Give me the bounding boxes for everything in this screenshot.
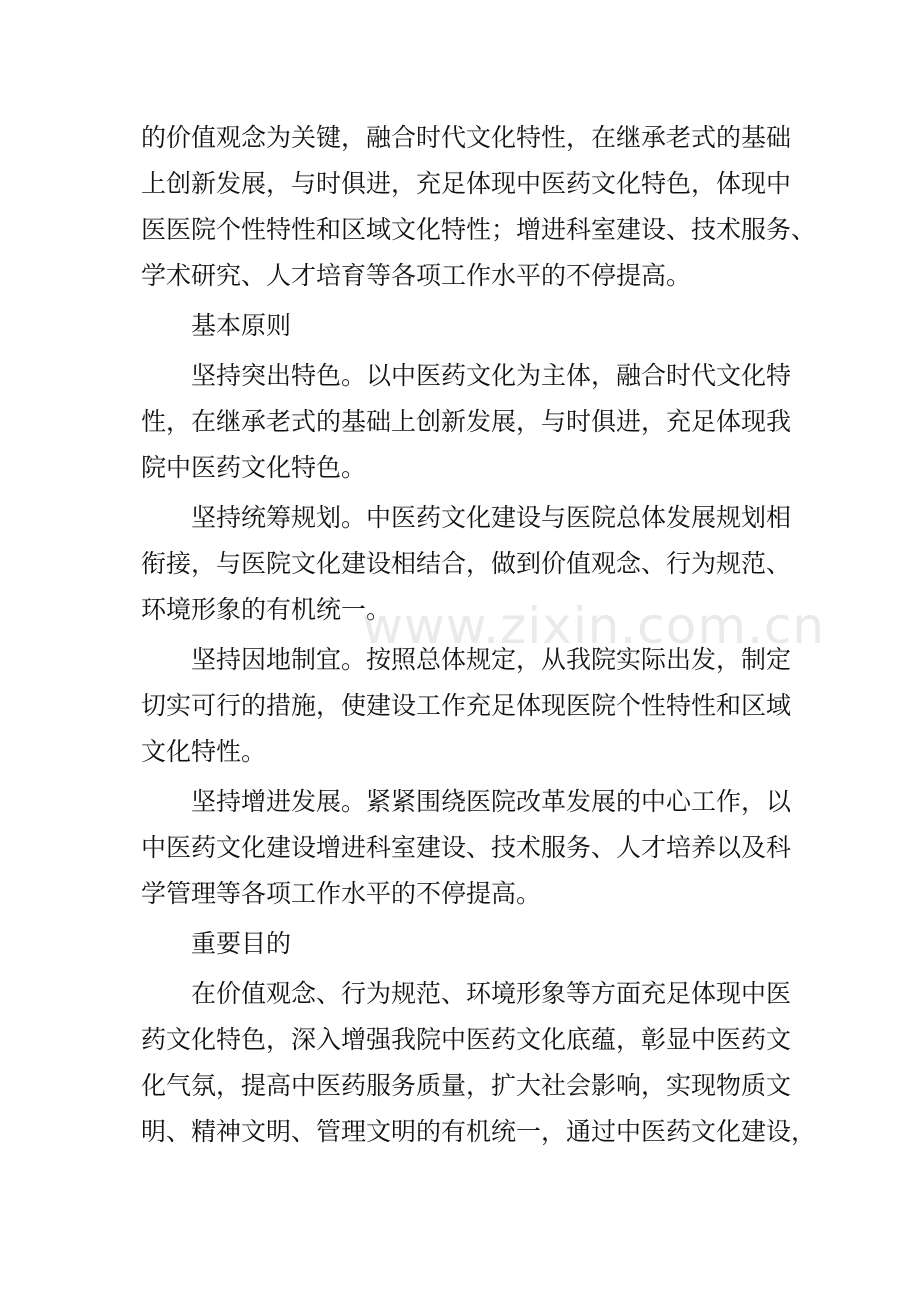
text-line: 坚持因地制宜。按照总体规定，从我院实际出发，制定 — [191, 645, 792, 674]
section-heading: 基本原则 — [191, 311, 292, 340]
text-line: 坚持增进发展。紧紧围绕医院改革发展的中心工作，以 — [191, 787, 792, 816]
text-line: 医医院个性特性和区域文化特性；增进科室建设、技术服务、 — [141, 215, 817, 244]
text-line: 院中医药文化特色。 — [141, 453, 367, 482]
watermark: www.zixin.com.cn — [362, 597, 826, 655]
text-line: 药文化特色，深入增强我院中医药文化底蕴，彰显中医药文 — [141, 1025, 792, 1054]
text-line: 明、精神文明、管理文明的有机统一，通过中医药文化建设， — [141, 1117, 817, 1146]
text-line: 中医药文化建设增进科室建设、技术服务、人才培养以及科 — [141, 833, 792, 862]
text-line: 坚持统筹规划。中医药文化建设与医院总体发展规划相 — [191, 503, 792, 532]
section-heading: 重要目的 — [191, 929, 292, 958]
text-line: 切实可行的措施，使建设工作充足体现医院个性特性和区域 — [141, 691, 792, 720]
text-line: 学管理等各项工作水平的不停提高。 — [141, 879, 542, 908]
text-line: 化气氛，提高中医药服务质量，扩大社会影响，实现物质文 — [141, 1071, 792, 1100]
text-line: 上创新发展，与时俱进，充足体现中医药文化特色，体现中 — [141, 169, 792, 198]
text-line: 文化特性。 — [141, 737, 267, 766]
text-line: 衔接，与医院文化建设相结合，做到价值观念、行为规范、 — [141, 549, 792, 578]
text-line: 的价值观念为关键，融合时代文化特性，在继承老式的基础 — [141, 123, 792, 152]
text-line: 学术研究、人才培育等各项工作水平的不停提高。 — [141, 261, 692, 290]
text-line: 环境形象的有机统一。 — [141, 595, 392, 624]
text-line: 在价值观念、行为规范、环境形象等方面充足体现中医 — [191, 979, 792, 1008]
text-line: 坚持突出特色。以中医药文化为主体，融合时代文化特 — [191, 361, 792, 390]
text-line: 性，在继承老式的基础上创新发展，与时俱进，充足体现我 — [141, 407, 792, 436]
